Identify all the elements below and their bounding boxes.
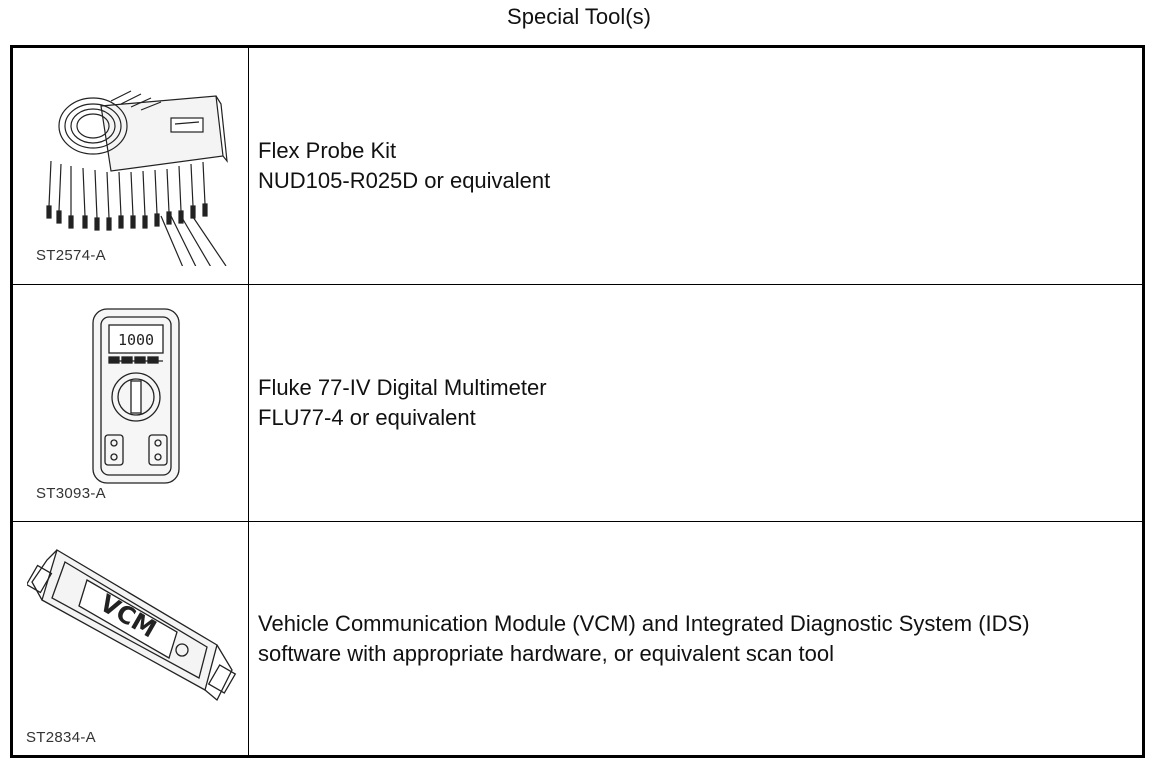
- tool-description-cell: [249, 522, 1142, 755]
- tool-name: Vehicle Communication Module (VCM) and Integrated Diagnostic System (IDS): [258, 610, 1030, 636]
- tool-part-number: FLU77-4 or equivalent: [258, 405, 476, 430]
- tool-image-cell: [13, 285, 249, 522]
- tool-image-cell: [13, 522, 249, 755]
- tool-name: Fluke 77-IV Digital Multimeter: [258, 375, 547, 400]
- digital-multimeter-illustration: [91, 307, 181, 487]
- tool-image-code: ST2574-A: [36, 247, 106, 264]
- tool-image-code: ST2834-A: [26, 729, 96, 746]
- vcm-module-illustration: [27, 540, 237, 710]
- flex-probe-kit-illustration: [31, 66, 231, 266]
- tool-image-cell: [13, 48, 249, 285]
- tool-description-cell: [249, 285, 1142, 522]
- tool-part-number: NUD105-R025D or equivalent: [258, 168, 551, 193]
- tool-description-cell: [249, 48, 1142, 285]
- page-title: Special Tool(s): [507, 4, 651, 29]
- special-tools-table: [10, 45, 1145, 758]
- svg-text:1000: 1000: [117, 331, 155, 349]
- svg-text:VCM: VCM: [94, 589, 162, 644]
- tool-image-code: ST3093-A: [36, 485, 106, 502]
- tool-name: Flex Probe Kit: [258, 138, 397, 163]
- tool-part-number: software with appropriate hardware, or equivalent scan tool: [258, 640, 834, 666]
